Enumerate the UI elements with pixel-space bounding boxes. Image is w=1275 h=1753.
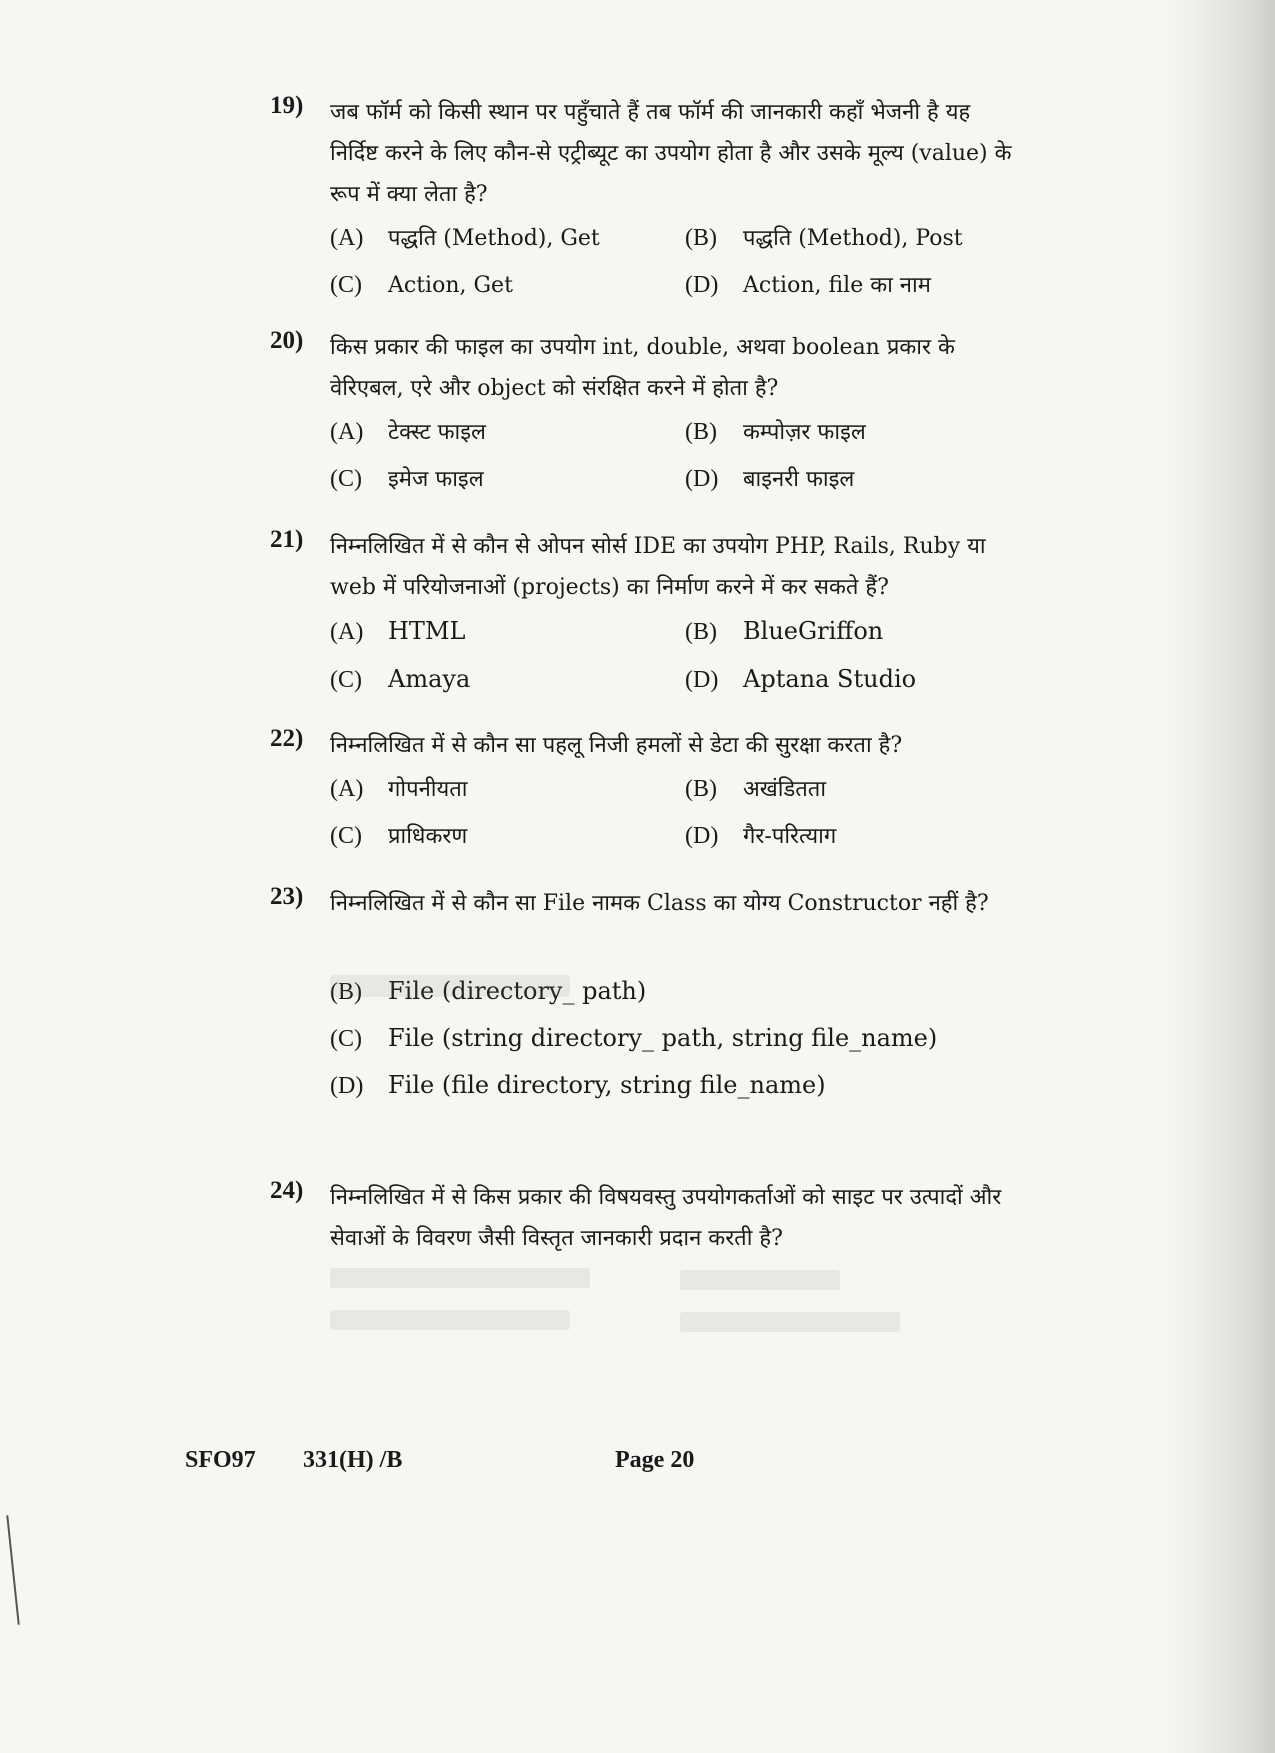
option-d: (D) बाइनरी फाइल	[685, 466, 855, 492]
question-21	[270, 526, 1015, 698]
paper-code: 331(H) /B	[303, 1447, 403, 1473]
options	[330, 415, 1015, 497]
question-text: निम्नलिखित में से कौन सा File नामक Class का योग्य Constructor नहीं है?	[330, 891, 989, 916]
option-b: (B) File (directory_ path)	[330, 977, 647, 1005]
option-b: (B) अखंडितता	[685, 776, 827, 802]
bleed-through-smudge	[330, 1310, 570, 1330]
option-b: (B) कम्पोज़र फाइल	[685, 419, 866, 445]
option-a: (A) पद्धति (Method), Get	[330, 225, 600, 251]
question-22	[270, 725, 1015, 854]
question-text: जब फॉर्म को किसी स्थान पर पहुँचाते हैं तब फॉर्म की जानकारी कहाँ भेजनी है यह निर्दिष्ट करने के लिए कौन-से एट्रीब्यूट का उपयोग होता है और उसके मूल्य (value) के रूप में क्या लेता है?	[330, 100, 1012, 207]
options	[330, 221, 1015, 303]
margin-pen-mark	[6, 1515, 19, 1625]
bleed-through-smudge	[680, 1312, 900, 1332]
page-number: Page 20	[615, 1447, 695, 1473]
question-text: निम्नलिखित में से किस प्रकार की विषयवस्तु उपयोगकर्ताओं को साइट पर उत्पादों और सेवाओं के विवरण जैसी विस्तृत जानकारी प्रदान करती है?	[330, 1185, 1002, 1251]
option-d: (D) File (file directory, string file_name)	[330, 1071, 826, 1099]
question-19	[270, 92, 1015, 303]
option-b: (B) पद्धति (Method), Post	[685, 225, 963, 251]
options	[330, 614, 1015, 698]
exam-code: SFO97	[185, 1447, 256, 1473]
option-d: (D) गैर-परित्याग	[685, 823, 837, 849]
question-number: 23)	[270, 883, 304, 910]
option-b: (B) BlueGriffon	[685, 617, 884, 645]
option-c: (C) प्राधिकरण	[330, 823, 468, 849]
question-text: निम्नलिखित में से कौन सा पहलू निजी हमलों से डेटा की सुरक्षा करता है?	[330, 733, 903, 758]
question-24	[270, 1177, 1015, 1259]
question-text: निम्नलिखित में से कौन से ओपन सोर्स IDE का उपयोग PHP, Rails, Ruby या web में परियोजनाओं (projects) का निर्माण करने में कर सकते हैं?	[330, 534, 986, 600]
question-number: 24)	[270, 1177, 304, 1204]
option-d: (D) Aptana Studio	[685, 665, 917, 693]
option-a: (A) HTML	[330, 617, 466, 645]
option-c: (C) File (string directory_ path, string file_name)	[330, 1024, 938, 1052]
question-20	[270, 327, 1015, 497]
bleed-through-smudge	[330, 1268, 590, 1288]
question-text: किस प्रकार की फाइल का उपयोग int, double, अथवा boolean प्रकार के वेरिएबल, एरे और object को संरक्षित करने में होता है?	[330, 335, 955, 401]
question-number: 20)	[270, 327, 304, 354]
page-edge-shadow	[1165, 0, 1275, 1753]
bleed-through-smudge	[330, 975, 570, 997]
question-number: 19)	[270, 92, 304, 119]
option-c: (C) इमेज फाइल	[330, 466, 484, 492]
option-c: (C) Action, Get	[330, 272, 513, 298]
question-number: 22)	[270, 725, 304, 752]
question-number: 21)	[270, 526, 304, 553]
options	[330, 772, 1015, 854]
option-a: (A) गोपनीयता	[330, 776, 468, 802]
bleed-through-smudge	[680, 1270, 840, 1290]
question-23	[270, 883, 1015, 1115]
option-d: (D) Action, file का नाम	[685, 272, 931, 298]
option-c: (C) Amaya	[330, 665, 471, 693]
option-a: (A) टेक्स्ट फाइल	[330, 419, 486, 445]
